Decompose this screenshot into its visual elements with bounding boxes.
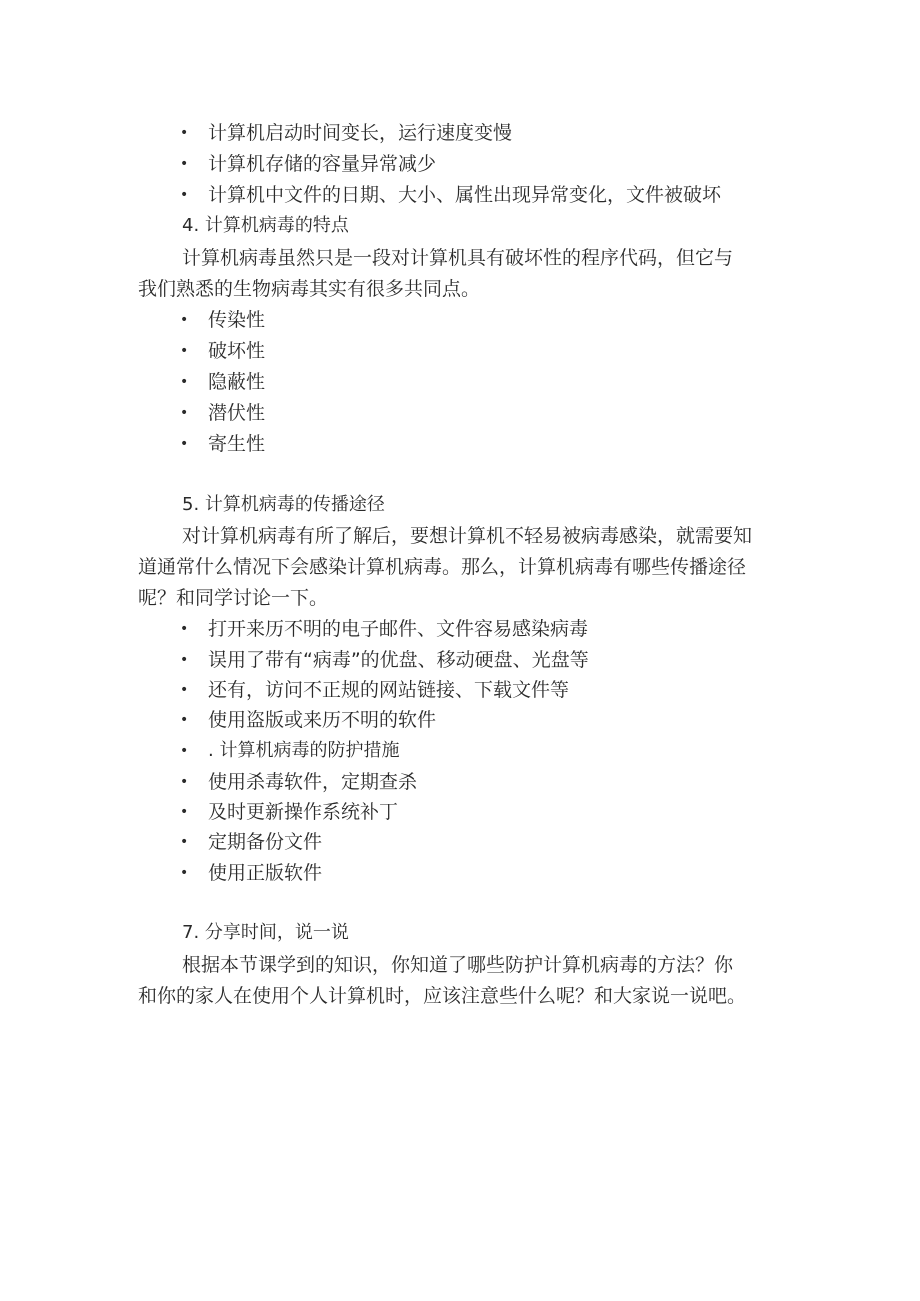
transmission-item: 使用盗版或来历不明的软件 (208, 709, 437, 731)
paragraph-line: 对计算机病毒有所了解后，要想计算机不轻易被病毒感染，就需要知 (182, 525, 753, 547)
bullet-icon: • (180, 343, 189, 359)
section-heading-characteristics: 4. 计算机病毒的特点 (182, 215, 349, 236)
bullet-icon: • (180, 621, 189, 637)
characteristic-item: 传染性 (208, 309, 266, 331)
bullet-icon: • (180, 156, 189, 172)
bullet-icon: • (180, 312, 189, 328)
characteristic-item: 隐蔽性 (208, 371, 266, 393)
paragraph-line: 道通常什么情况下会感染计算机病毒。那么，计算机病毒有哪些传播途径 (138, 556, 747, 578)
transmission-item: 误用了带有“病毒”的优盘、移动硬盘、光盘等 (208, 649, 589, 671)
bullet-icon: • (180, 865, 189, 881)
symptom-item: 计算机存储的容量异常减少 (208, 153, 437, 175)
protection-item: 使用正版软件 (208, 862, 323, 884)
section-heading-protection: . 计算机病毒的防护措施 (208, 740, 400, 761)
section-heading-transmission: 5. 计算机病毒的传播途径 (182, 494, 385, 515)
bullet-icon: • (180, 712, 189, 728)
bullet-icon: • (180, 834, 189, 850)
protection-item: 定期备份文件 (208, 831, 323, 853)
protection-item: 及时更新操作系统补丁 (208, 801, 399, 823)
section-heading-share: 7. 分享时间，说一说 (182, 922, 349, 943)
protection-item: 使用杀毒软件，定期查杀 (208, 771, 418, 793)
paragraph-line: 根据本节课学到的知识，你知道了哪些防护计算机病毒的方法？你 (182, 954, 734, 976)
bullet-icon: • (180, 374, 189, 390)
characteristic-item: 破坏性 (208, 340, 266, 362)
bullet-icon: • (180, 436, 189, 452)
paragraph-line: 我们熟悉的生物病毒其实有很多共同点。 (138, 278, 481, 300)
characteristic-item: 寄生性 (208, 433, 266, 455)
bullet-icon: • (180, 743, 189, 759)
paragraph-line: 呢？和同学讨论一下。 (138, 587, 329, 609)
transmission-item: 还有，访问不正规的网站链接、下载文件等 (208, 679, 570, 701)
bullet-icon: • (180, 187, 189, 203)
symptom-item: 计算机启动时间变长，运行速度变慢 (208, 122, 513, 144)
bullet-icon: • (180, 804, 189, 820)
symptom-item: 计算机中文件的日期、大小、属性出现异常变化，文件被破坏 (208, 184, 722, 206)
characteristic-item: 潜伏性 (208, 402, 266, 424)
transmission-item: 打开来历不明的电子邮件、文件容易感染病毒 (208, 618, 589, 640)
bullet-icon: • (180, 405, 189, 421)
paragraph-line: 计算机病毒虽然只是一段对计算机具有破坏性的程序代码，但它与 (182, 247, 734, 269)
paragraph-line: 和你的家人在使用个人计算机时，应该注意些什么呢？和大家说一说吧。 (138, 985, 747, 1007)
bullet-icon: • (180, 682, 189, 698)
bullet-icon: • (180, 652, 189, 668)
bullet-icon: • (180, 125, 189, 141)
bullet-icon: • (180, 774, 189, 790)
